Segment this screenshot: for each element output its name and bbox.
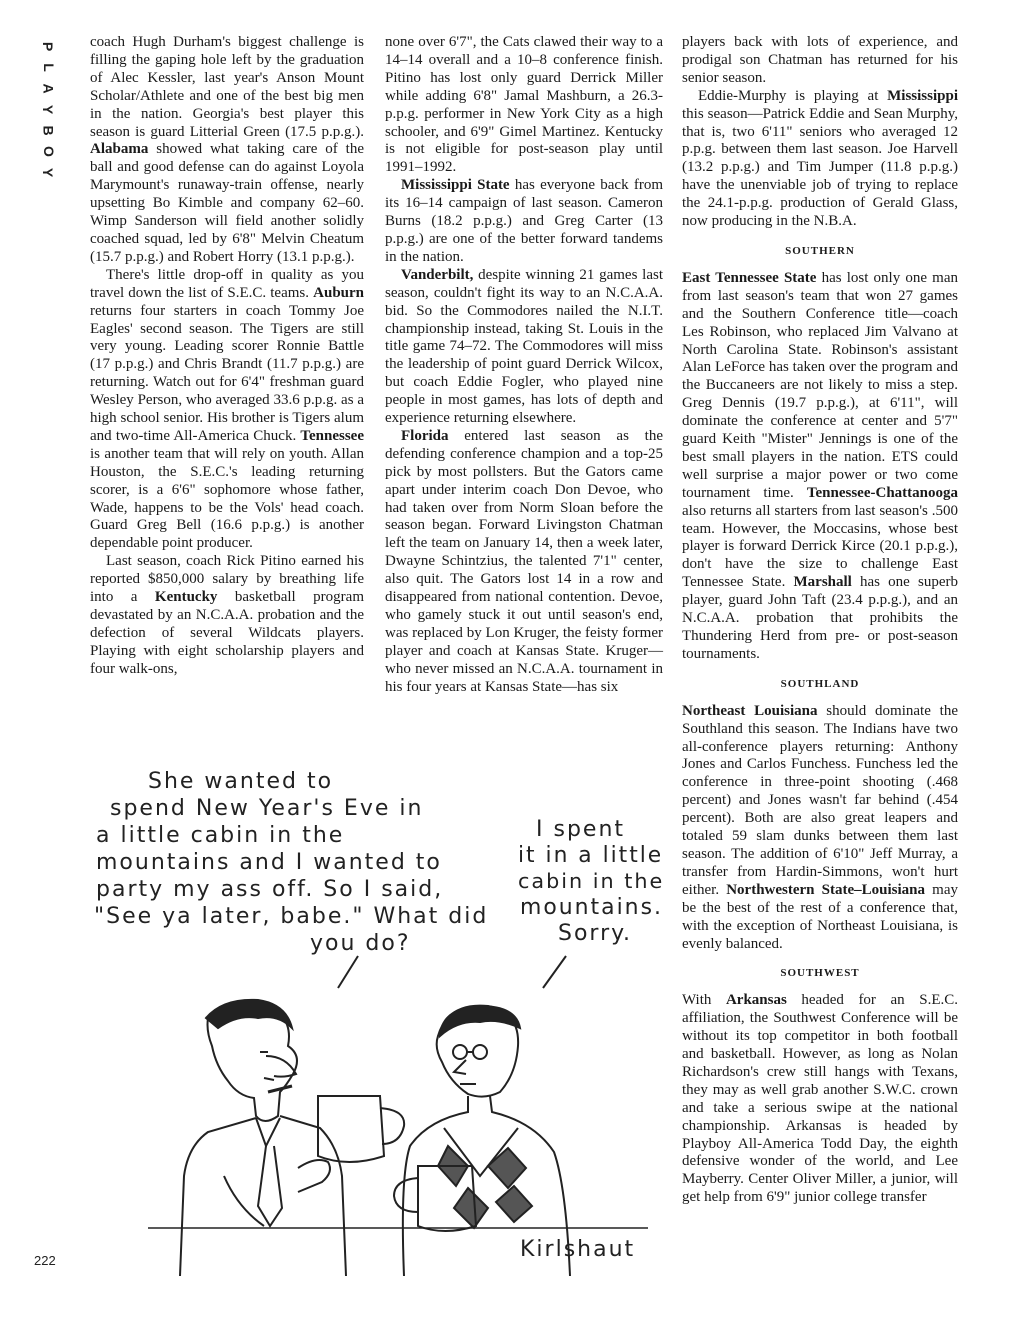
speech-tail-right [543, 956, 566, 988]
caption-line: cabin in the [518, 869, 665, 893]
team-name: Northeast Louisiana [682, 702, 818, 719]
paragraph-text: should dominate the Southland this season. The Indians have two all-conference players returning: Anthony Jones and Carlos Funchess. Funchess led the conference in three-point shooting (.468 percent) and Jones wasn't far behind (.454 percent). Both are also great leapers and totaled 59 slam dunks between them last season. The addition of 6'10" Jeff Murray, a transfer from Hardin-Simmons, won't hurt either. [682, 702, 958, 898]
article-column-2 [385, 34, 663, 697]
article-paragraph [90, 34, 364, 267]
team-name: Tennessee [300, 427, 364, 444]
logo-letter: Y [40, 104, 57, 115]
article-paragraph [682, 703, 958, 954]
caption-line: I spent [536, 817, 626, 842]
paragraph-text: coach Hugh Durham's biggest challenge is filling the gaping hole left by the graduation of Alec Kessler, last year's Anson Mount Scholar/Athlete and one of the best big men in the nation. Georgia's best player this season is guard Litterial Green (17.5 p.p.g.). [90, 34, 364, 140]
article-paragraph [385, 34, 663, 177]
section-heading: SOUTHERN [785, 244, 855, 257]
article-paragraph [682, 270, 958, 664]
paragraph-text: has lost only one man from last season's team that won 27 games and the Southern Conference title—coach Les Robinson, who replaced Jim Valvano at North Carolina State. Robinson's assistant Alan LeForce has taken over the program and the Buccaneers are not likely to miss a step. Greg Dennis (19.7 p.p.g.), at 6'11", will dominate the conference at center and 5'7" guard Keith "Mister" Jennings is one of the best small players in the nation. ETS could well surprise a major power or two come tournament time. [682, 269, 958, 501]
paragraph-text: is another team that will rely on youth. Allan Houston, the S.E.C.'s leading returning scorer, is a 6'6" sophomore whose father, Wade, happens to be the Vols' head coach. Guard Greg Bell (16.6 p.p.g.) is another dependable point producer. [90, 445, 364, 552]
paragraph-text: players back with lots of experience, and prodigal son Chatman has returned for his senior season. [682, 34, 958, 86]
paragraph-text: With [682, 992, 726, 1009]
team-name: Mississippi [887, 87, 958, 104]
paragraph-text: returns four starters in coach Tommy Joe Eagles' second season. The Tigers are still very young. Leading scorer Ronnie Battle (17 p.p.g.) and Chris Brandt (11.7 p.p.g.) are returning. Watch out for 6'4" freshman guard Wesley Person, who averaged 33.6 p.p.g. as a high school senior. His brother is Tigers alum and two-time All-America Chuck. [90, 302, 364, 444]
article-paragraph [90, 267, 364, 554]
paragraph-text: There's little drop-off in quality as you travel down the list of S.E.C. teams. [90, 266, 364, 301]
team-name: Mississippi State [401, 177, 510, 194]
team-name: Auburn [313, 284, 364, 301]
team-name: East Tennessee State [682, 269, 817, 286]
paragraph-text: none over 6'7", the Cats clawed their way to a 14–14 overall and a 10–8 conference finish. Pitino has lost only guard Derrick Miller while adding 6'8" Jamal Mashburn, a 26.3-p.p.g. performer in New York City as a high schooler, and 6'9" Gimel Martinez. Kentucky is not eligible for post-season play until 1991–1992. [385, 34, 663, 176]
caption-line: Sorry. [558, 921, 633, 946]
team-name: Tennessee-Chattanooga [806, 484, 958, 501]
team-name: Alabama [90, 141, 149, 158]
paragraph-text: entered last season as the defending conference champion and a top-25 pick by most pollsters. But the Gators came apart under interim coach Don Devoe, who had taken over from Norm Sloan before the season began. Forward Livingston Chatman left the team on January 14, then a week later, Dwayne Schintzius, the talented 7'1" center, also quit. The Gators lost 14 in a row and disappeared from national contention. Devoe, who gamely stuck it out until season's end, was replaced by Lon Kruger, the feisty former player and coach at Kansas State. Kruger—who never missed an N.C.A.A. tournament in his four years at Kansas State—has six [385, 427, 663, 695]
article-paragraph [90, 553, 364, 678]
paragraph-text: Eddie-Murphy is playing at [698, 87, 888, 104]
article-paragraph [682, 992, 958, 1207]
logo-letter: L [40, 63, 57, 72]
right-man-figure [394, 1006, 570, 1276]
paragraph-text: showed what taking care of the ball and good defense can do against Loyola Marymount's runaway-train offense, nearly upsetting Bo Kimble and company 62–60. Wimp Sanderson will field another solidly coached squad, led by 6'8" Melvin Cheatum (15.7 p.p.g.) and Robert Horry (13.1 p.p.g.). [90, 141, 364, 265]
team-name: Vanderbilt, [401, 266, 474, 283]
left-speech-caption [94, 769, 488, 956]
magazine-logo-vertical [34, 36, 58, 183]
caption-line: it in a little [518, 843, 664, 868]
article-paragraph [385, 428, 663, 697]
logo-letter: A [40, 83, 57, 94]
paragraph-text: Last season, coach Rick Pitino earned his reported $850,000 salary by breathing life into a [90, 553, 364, 606]
paragraph-text: has one superb player, guard John Taft (23.4 p.p.g.), and an N.C.A.A. probation that prohibits the Thundering Herd from pre- or post-season tournaments. [682, 574, 958, 662]
paragraph-text: headed for an S.E.C. affiliation, the Southwest Conference will be without its top competitor in both football and basketball. However, as long as Nolan Richardson's crew still hangs with Texans, they may as well grab another S.W.C. crown and take a serious swipe at the national championship. Arkansas is headed by Playboy All-America Todd Day, the eighth defensive wonder of the world, and Lee Mayberry. Center Oliver Miller, a junior, will get help from 6'9" junior college transfer [682, 992, 958, 1206]
right-speech-caption [518, 817, 664, 946]
caption-line: a little cabin in the [96, 823, 345, 848]
paragraph-text: also returns all starters from last season's .500 team. However, the Moccasins, whose best player is forward Derrick Kirce (20.1 p.p.g.), don't have the size to challenge East Tennessee State. [682, 502, 958, 591]
caption-line: mountains. [520, 895, 663, 920]
caption-line: "See ya later, babe." What did [94, 904, 489, 929]
team-name: Kentucky [154, 589, 218, 606]
speech-tail-left [338, 956, 358, 988]
cartoon-illustration [88, 756, 668, 1276]
team-name: Florida [401, 427, 449, 444]
page-number: 222 [34, 1253, 56, 1268]
paragraph-text: has everyone back from its 16–14 campaign of last season. Cameron Burns (18.2 p.p.g.) and Greg Carter (13 p.p.g.) are one of the better forward tandems in the nation. [385, 177, 663, 265]
caption-line: She wanted to [148, 769, 334, 794]
team-name: Arkansas [725, 992, 787, 1009]
logo-letter: B [40, 125, 57, 136]
article-column-3 [682, 34, 958, 1207]
article-paragraph [682, 34, 958, 88]
section-heading: SOUTHWEST [780, 967, 860, 980]
article-paragraph [682, 88, 958, 231]
paragraph-text: basketball program devastated by an N.C.A.A. probation and the defection of several Wildcats players. Playing with eight scholarship players and four walk-ons, [90, 589, 364, 677]
caption-line: you do? [310, 931, 411, 956]
team-name: Northwestern State–Louisiana [726, 881, 926, 898]
logo-letter: P [40, 41, 57, 52]
paragraph-text: may be the best of the rest of a conference that, with the exception of Northeast Louisiana, is evenly balanced. [682, 881, 958, 952]
left-man-figure [180, 1000, 404, 1276]
logo-letter: O [40, 146, 57, 157]
paragraph-text: despite winning 21 games last season, couldn't fight its way to an N.C.A.A. bid. So the Commodores nailed the N.I.T. championship instead, taking St. Louis in the title game 74–72. The Commodores will miss the leadership of point guard Derrick Wilcox, but coach Eddie Fogler, who played nine people in most games, has lots of depth and experience returning elsewhere. [385, 266, 663, 427]
paragraph-text: this season—Patrick Eddie and Sean Murphy, that is, two 6'11" seniors who averaged 12 p.p.g. between them last season. Joe Harvell (13.2 p.p.g.) and Tim Jumper (11.8 p.p.g.) have the unenviable job of trying to replace the 24.1-p.p.g. production of Gerald Glass, now producing in the N.B.A. [682, 105, 958, 230]
artist-signature: Kirlshaut [520, 1237, 636, 1262]
caption-line: spend New Year's Eve in [110, 796, 424, 821]
article-column-1 [90, 34, 364, 679]
article-paragraph [385, 267, 663, 428]
section-heading: SOUTHLAND [780, 677, 860, 690]
team-name: Marshall [793, 574, 852, 591]
caption-line: mountains and I wanted to [96, 850, 442, 875]
article-paragraph [385, 177, 663, 267]
caption-line: party my ass off. So I said, [96, 877, 444, 902]
logo-letter: Y [40, 167, 57, 178]
